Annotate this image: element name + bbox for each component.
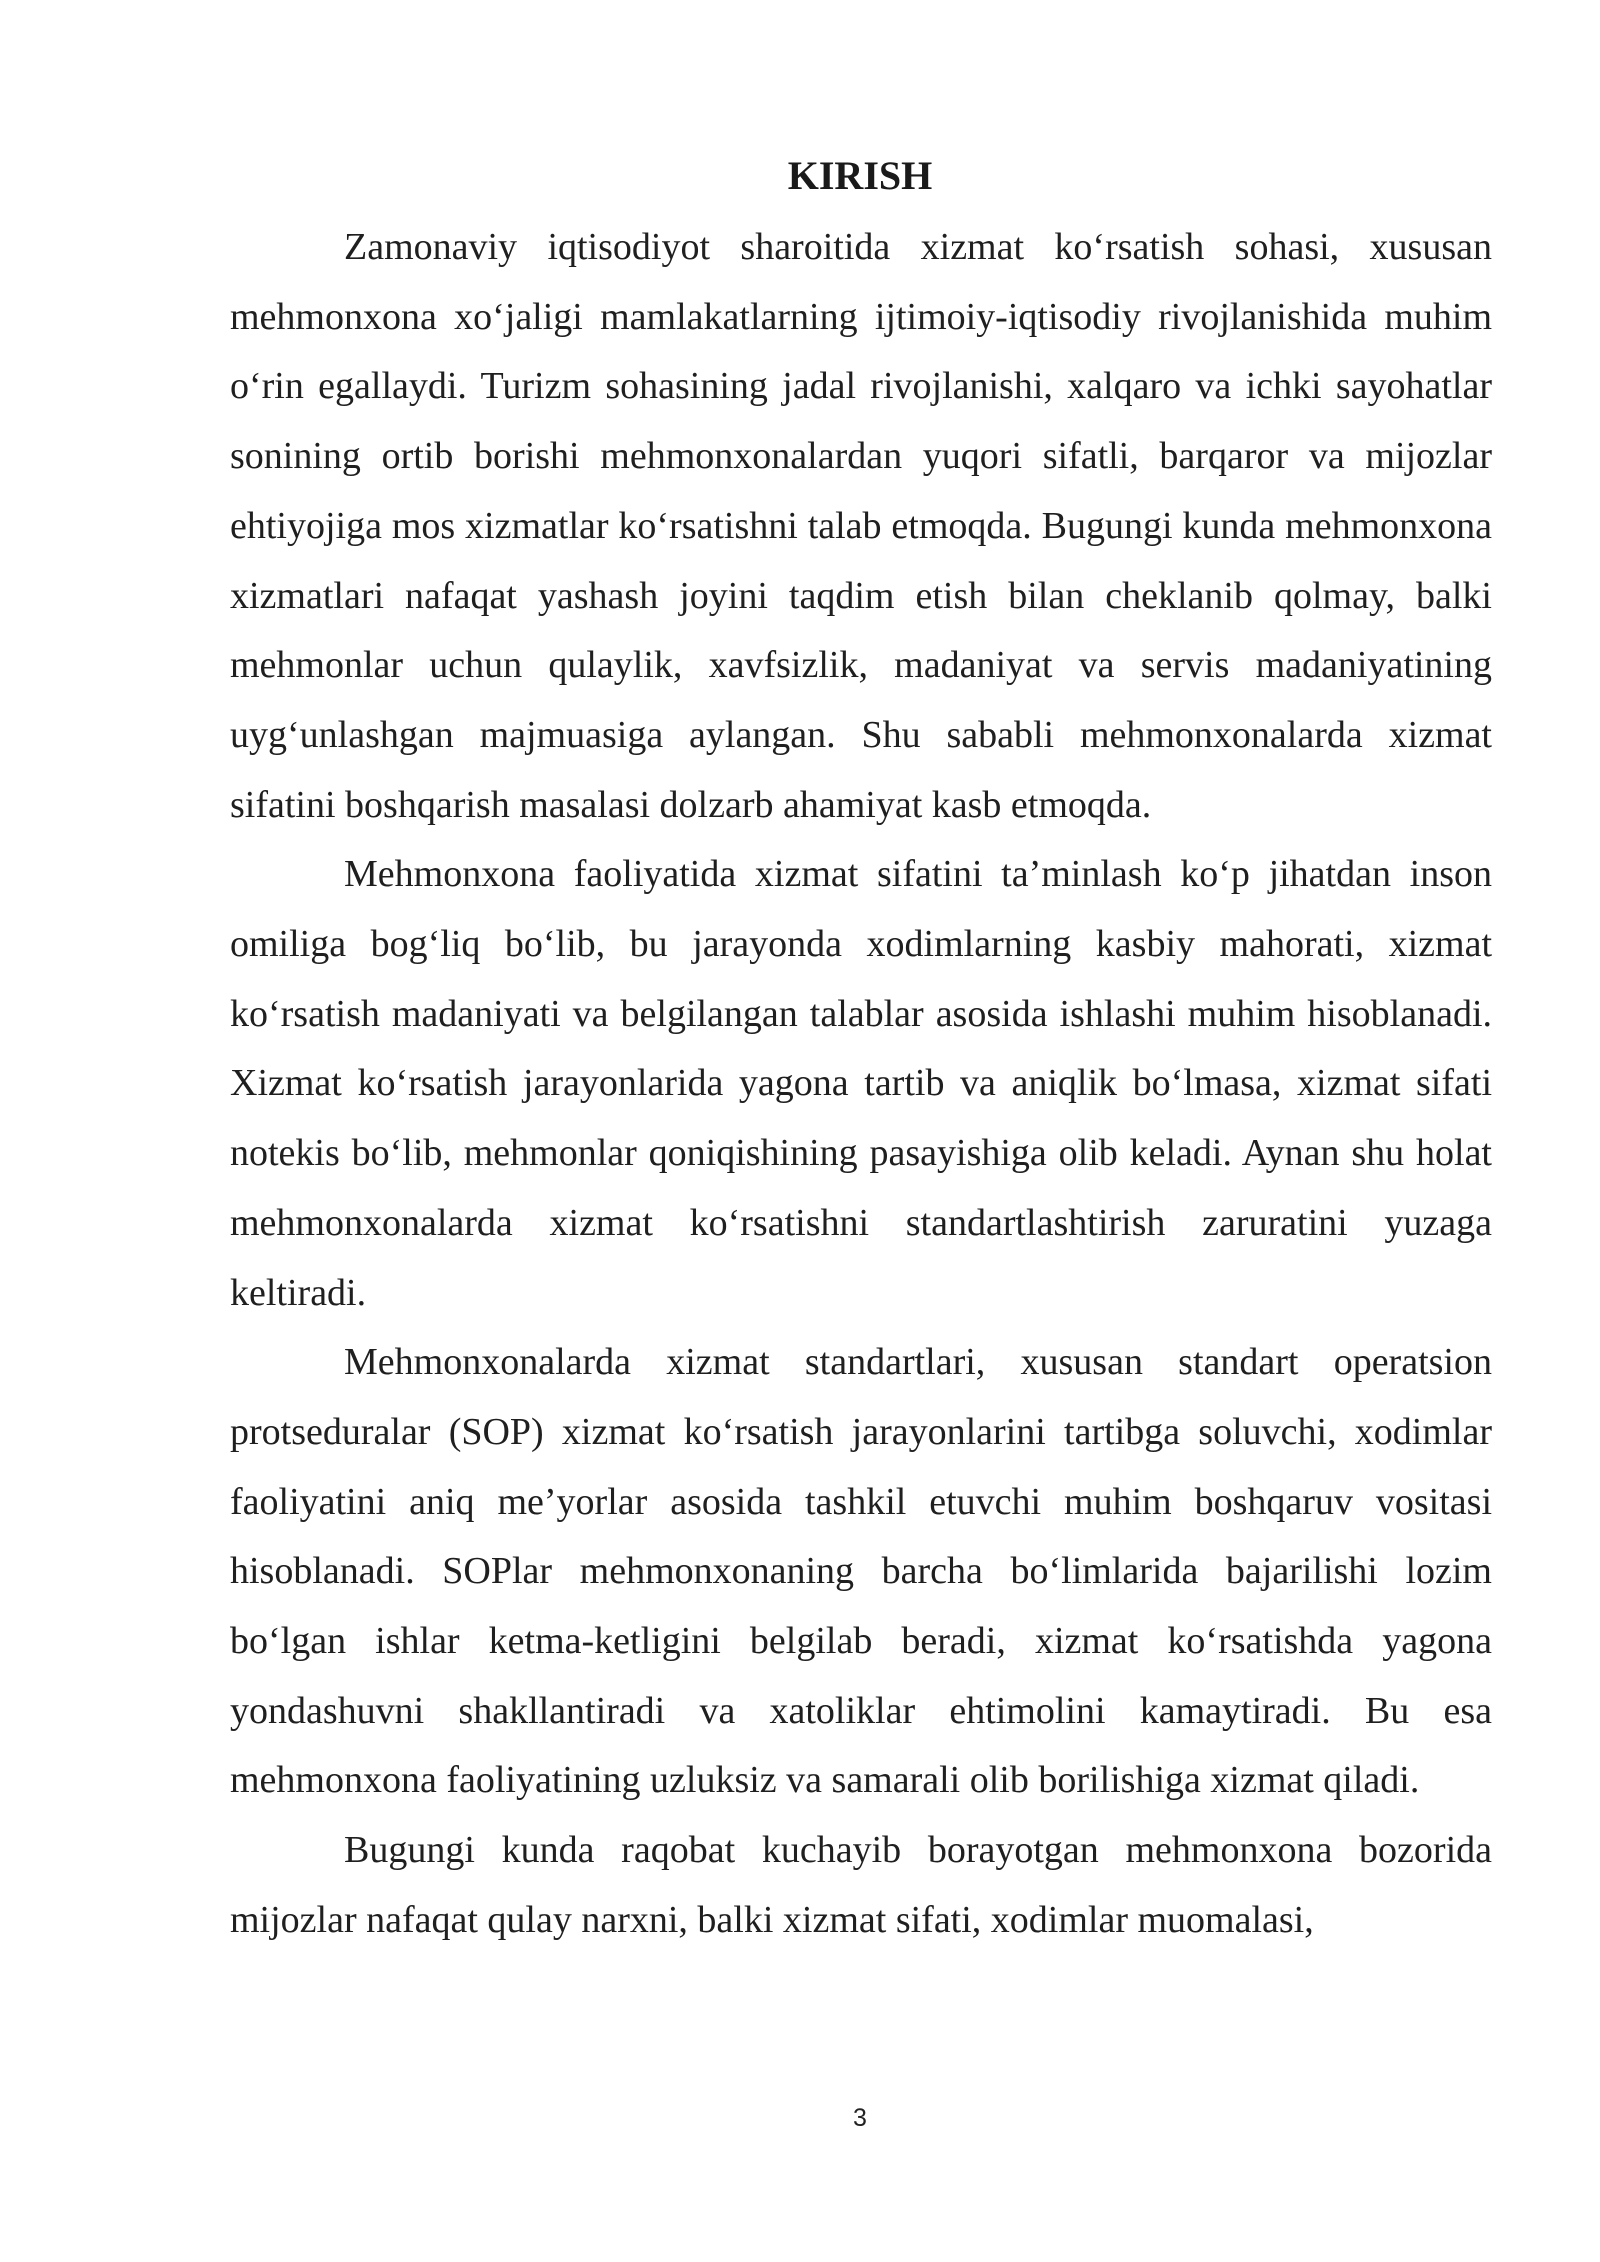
- paragraph: Mehmonxona faoliyatida xizmat sifatini ta’minlash ko‘p jihatdan inson omiliga bog‘liq bo‘lib, bu jarayonda xodimlarning kasbiy mahorati, xizmat ko‘rsatish madaniyati va belgilangan talablar asosida ishlashi muhim hisoblanadi. Xizmat ko‘rsatish jarayonlarida yagona tartib va aniqlik bo‘lmasa, xizmat sifati notekis bo‘lib, mehmonlar qoniqishining pasayishiga olib keladi. Aynan shu holat mehmonxonalarda xizmat ko‘rsatishni standartlashtirish zaruratini yuzaga keltiradi.: [230, 853, 1492, 1314]
- page-title: KIRISH: [787, 153, 933, 198]
- paragraph: Bugungi kunda raqobat kuchayib borayotgan mehmonxona bozorida mijozlar nafaqat qulay narxni, balki xizmat sifati, xodimlar muomalasi,: [230, 1829, 1492, 1941]
- paragraph: Zamonaviy iqtisodiyot sharoitida xizmat ko‘rsatish sohasi, xususan mehmonxona xo‘jaligi mamlakatlarning ijtimoiy-iqtisodiy rivojlanishida muhim o‘rin egallaydi. Turizm sohasining jadal rivojlanishi, xalqaro va ichki sayohatlar sonining ortib borishi mehmonxonalardan yuqori sifatli, barqaror va mijozlar ehtiyojiga mos xizmatlar ko‘rsatishni talab etmoqda. Bugungi kunda mehmonxona xizmatlari nafaqat yashash joyini taqdim etish bilan cheklanib qolmay, balki mehmonlar uchun qulaylik, xavfsizlik, madaniyat va servis madaniyatining uyg‘unlashgan majmuasiga aylangan. Shu sababli mehmonxonalarda xizmat sifatini boshqarish masalasi dolzarb ahamiyat kasb etmoqda.: [230, 226, 1492, 826]
- paragraph: Mehmonxonalarda xizmat standartlari, xususan standart operatsion protseduralar (SOP) xizmat ko‘rsatish jarayonlarini tartibga soluvchi, xodimlar faoliyatini aniq me’yorlar asosida tashkil etuvchi muhim boshqaruv vositasi hisoblanadi. SOPlar mehmonxonaning barcha bo‘limlarida bajarilishi lozim bo‘lgan ishlar ketma-ketligini belgilab beradi, xizmat ko‘rsatishda yagona yondashuvni shakllantiradi va xatoliklar ehtimolini kamaytiradi. Bu esa mehmonxona faoliyatining uzluksiz va samarali olib borilishiga xizmat qiladi.: [230, 1341, 1492, 1802]
- page-number: 3: [853, 2104, 867, 2132]
- document-body: [230, 213, 1492, 1956]
